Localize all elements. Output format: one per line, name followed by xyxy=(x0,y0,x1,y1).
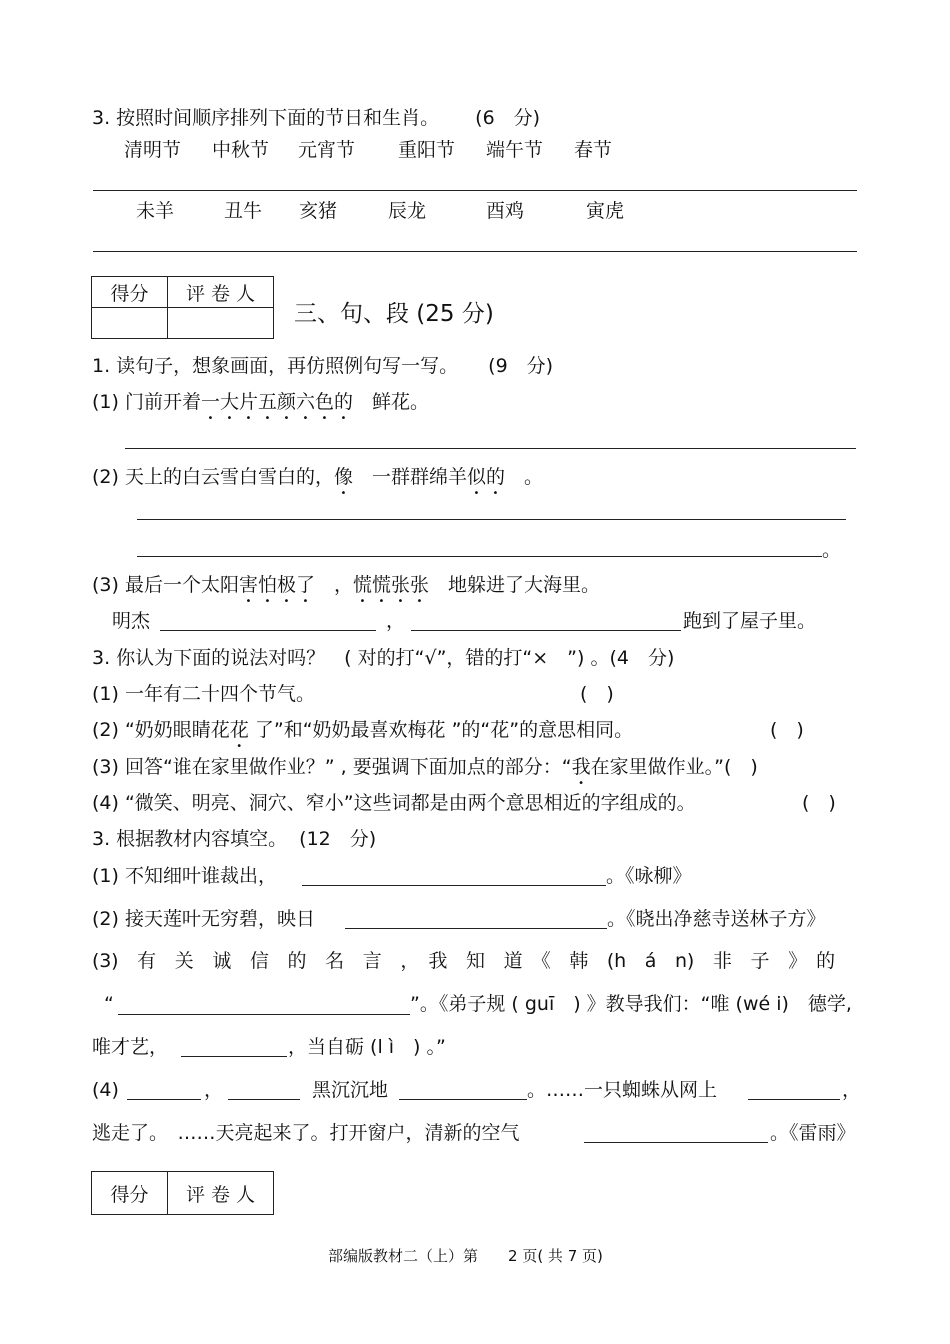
score-box xyxy=(91,1171,274,1215)
zodiac-1: 未羊 xyxy=(136,200,175,222)
comma: ， xyxy=(386,610,406,632)
festival-1: 清明节 xyxy=(124,139,182,161)
fill-4-line-2-suffix: 。《雷雨》 xyxy=(770,1122,856,1144)
zodiac-6: 寅虎 xyxy=(586,200,625,222)
answer-blank[interactable] xyxy=(345,928,607,929)
fill-3-line-1: (3) 有 关 诚 信 的 名 言 ， 我 知 道 《 韩 (h á n) 非 子 》 的 xyxy=(92,950,835,972)
answer-blank[interactable] xyxy=(118,1014,410,1015)
festival-2: 中秋节 xyxy=(212,139,270,161)
answer-blank[interactable] xyxy=(302,885,606,886)
q1-example-suffix: 跑到了屋子里。 xyxy=(683,610,817,632)
answer-blank[interactable] xyxy=(181,1056,287,1057)
fill-3-line-2: ”。《弟子规 ( guī ) 》教导我们：“唯 (wé i) 德学, xyxy=(410,993,852,1015)
q1-sentence-3: (3) 最后一个太阳害怕极了 ，慌慌张张 地躲进了大海里。 xyxy=(92,574,601,596)
answer-line[interactable] xyxy=(93,251,857,252)
judge-paren-2[interactable]: ( ) xyxy=(770,719,804,741)
answer-line[interactable] xyxy=(125,448,856,449)
q1-sentence-2: (2) 天上的白云雪白雪白的，像 一群群绵羊似的 。 xyxy=(92,466,544,488)
fill-3-line-3-prefix: 唯才艺， xyxy=(92,1036,169,1058)
q1-sentence-1: (1) 门前开着一大片五颜六色的 鲜花。 xyxy=(92,391,429,413)
answer-blank[interactable] xyxy=(584,1142,768,1143)
judge-item-2: (2) “奶奶眼睛花花 了”和“奶奶最喜欢梅花 ”的“花”的意思相同。 xyxy=(92,719,634,741)
answer-blank[interactable] xyxy=(228,1099,300,1100)
answer-blank[interactable] xyxy=(399,1099,527,1100)
fill-4-end: ， xyxy=(842,1079,862,1101)
answer-blank[interactable] xyxy=(411,630,681,631)
festival-5: 端午节 xyxy=(486,139,544,161)
section-title: 三、句、段 (25 分) xyxy=(294,301,494,327)
answer-blank[interactable] xyxy=(160,630,376,631)
score-label: 得分 xyxy=(92,277,168,308)
answer-blank[interactable] xyxy=(127,1099,201,1100)
q1-example-prefix: 明杰 xyxy=(112,610,151,632)
fill-4-comma: ， xyxy=(204,1079,224,1101)
score-cell[interactable] xyxy=(92,308,168,339)
q1-title: 1. 读句子，想象画面，再仿照例句写一写。 (9 分) xyxy=(92,355,554,377)
end-mark: 。 xyxy=(822,539,842,561)
q3-title: 3. 按照时间顺序排列下面的节日和生肖。 (6 分) xyxy=(92,107,541,129)
grader-cell[interactable] xyxy=(168,308,274,339)
fill-4-line-2-prefix: 逃走了。 ……天亮起来了。打开窗户，清新的空气 xyxy=(92,1122,520,1144)
zodiac-5: 酉鸡 xyxy=(486,200,525,222)
festival-6: 春节 xyxy=(574,139,613,161)
score-box xyxy=(91,276,274,339)
zodiac-4: 辰龙 xyxy=(388,200,427,222)
judge-paren-4[interactable]: ( ) xyxy=(802,792,836,814)
answer-line[interactable] xyxy=(93,190,857,191)
answer-line[interactable] xyxy=(137,519,846,520)
zodiac-2: 丑牛 xyxy=(224,200,263,222)
score-label: 得分 xyxy=(92,1172,168,1215)
judge-item-3: (3) 回答“谁在家里做作业？” , 要强调下面加点的部分：“我在家里做作业。”( ) xyxy=(92,756,758,778)
festival-4: 重阳节 xyxy=(398,139,456,161)
fill-2-suffix: 。《晓出净慈寺送林子方》 xyxy=(607,908,826,930)
fill-3-line-3-suffix: ，当自砺 (l ì ) 。” xyxy=(288,1036,446,1058)
fill-1-prefix: (1) 不知细叶谁裁出， xyxy=(92,865,277,887)
fill-4-label: (4) xyxy=(92,1079,119,1101)
fill-title: 3. 根据教材内容填空。 (12 分) xyxy=(92,828,377,850)
fill-3-open-quote: “ xyxy=(104,993,114,1015)
zodiac-3: 亥猪 xyxy=(299,200,338,222)
fill-4-mid2: 。……一只蜘蛛从网上 xyxy=(527,1079,718,1101)
answer-line[interactable] xyxy=(137,556,822,557)
judge-item-1: (1) 一年有二十四个节气。 xyxy=(92,683,315,705)
fill-4-mid: 黑沉沉地 xyxy=(312,1079,389,1101)
fill-2-prefix: (2) 接天莲叶无穷碧，映日 xyxy=(92,908,315,930)
judge-title: 3. 你认为下面的说法对吗？ ( 对的打“√”，错的打“× ”) 。(4 分) xyxy=(92,647,675,669)
answer-blank[interactable] xyxy=(748,1099,840,1100)
festival-3: 元宵节 xyxy=(298,139,356,161)
grader-label: 评 卷 人 xyxy=(168,277,274,308)
judge-item-4: (4) “微笑、明亮、洞穴、窄小”这些词都是由两个意思相近的字组成的。 xyxy=(92,792,696,814)
fill-1-suffix: 。《咏柳》 xyxy=(606,865,692,887)
grader-label: 评 卷 人 xyxy=(168,1172,274,1215)
judge-paren-1[interactable]: ( ) xyxy=(580,683,614,705)
page-footer: 部编版教材二（上）第 2 页( 共 7 页) xyxy=(328,1247,603,1265)
